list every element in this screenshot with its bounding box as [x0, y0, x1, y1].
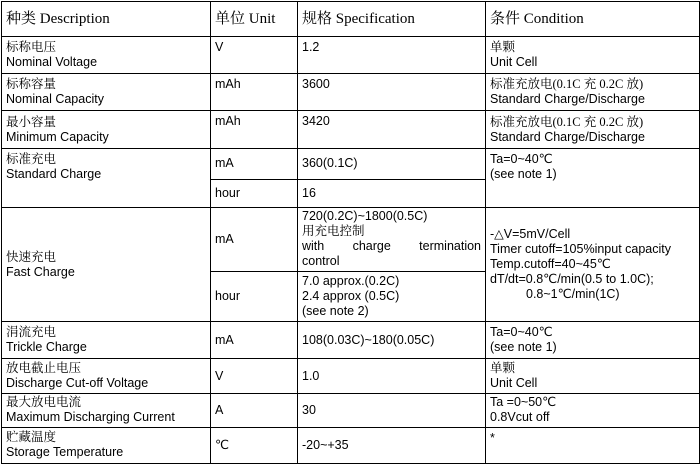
cond-cell	[486, 74, 700, 111]
spec-cell: 108(0.03C)~180(0.05C)	[298, 322, 486, 359]
spec-cell: 1.0	[298, 359, 486, 393]
row-minimum-capacity	[2, 111, 700, 148]
spec-cell: 360(0.1C)	[298, 148, 486, 179]
desc-cn: 最小容量	[6, 114, 57, 129]
desc-cell	[2, 148, 211, 207]
row-trickle-charge	[2, 322, 700, 359]
cond-line: Ta=0~40℃	[490, 151, 553, 166]
cond-cn: 标准充放电(0.1C 充 0.2C 放)	[490, 114, 644, 129]
desc-en: Trickle Charge	[6, 340, 87, 355]
desc-en: Nominal Voltage	[6, 55, 98, 70]
unit-cell: hour	[211, 179, 298, 207]
desc-en: Storage Temperature	[6, 445, 124, 460]
spec-cell: 30	[298, 393, 486, 427]
unit-cell: V	[211, 37, 298, 74]
cond-line: Timer cutoff=105%input capacity	[490, 242, 671, 257]
desc-cell	[2, 359, 211, 393]
row-nominal-capacity	[2, 74, 700, 111]
spec-line: 720(0.2C)~1800(0.5C)	[302, 209, 428, 224]
cond-cn: 单颗	[490, 361, 516, 376]
spec-cell: -20~+35	[298, 427, 486, 463]
cond-cell	[486, 393, 700, 427]
spec-line: 用充电控制	[302, 224, 365, 239]
desc-cn: 快速充电	[6, 249, 57, 264]
header-specification: 规格 Specification	[298, 2, 486, 37]
desc-en: Maximum Discharging Current	[6, 410, 175, 425]
cond-cell	[486, 37, 700, 74]
unit-cell: hour	[211, 272, 298, 322]
specification-table	[1, 1, 700, 464]
desc-cn: 贮藏温度	[6, 430, 57, 445]
row-storage-temperature	[2, 427, 700, 463]
unit-cell: V	[211, 359, 298, 393]
unit-cell: A	[211, 393, 298, 427]
cond-en: Unit Cell	[490, 55, 538, 70]
unit-cell: mAh	[211, 74, 298, 111]
cond-cn: 单颗	[490, 40, 516, 55]
desc-cn: 标准充电	[6, 151, 57, 166]
cond-cell	[486, 148, 700, 207]
desc-cell	[2, 111, 211, 148]
header-unit: 单位 Unit	[211, 2, 298, 37]
row-nominal-voltage	[2, 37, 700, 74]
desc-en: Standard Charge	[6, 166, 102, 181]
spec-line: with charge termination	[302, 239, 481, 254]
cond-line: Temp.cutoff=40~45℃	[490, 257, 611, 272]
cond-line: Ta=0~40℃	[490, 325, 553, 340]
desc-cell	[2, 393, 211, 427]
cond-line: (see note 1)	[490, 340, 557, 355]
row-fast-charge-a	[2, 207, 700, 271]
cond-line: 0.8Vcut off	[490, 410, 550, 425]
desc-en: Nominal Capacity	[6, 92, 104, 107]
desc-en: Minimum Capacity	[6, 129, 109, 144]
unit-cell: mA	[211, 207, 298, 271]
spec-cell: 1.2	[298, 37, 486, 74]
spec-cell	[298, 207, 486, 271]
spec-line: control	[302, 254, 340, 269]
unit-cell: mA	[211, 148, 298, 179]
cond-line: (see note 1)	[490, 166, 557, 181]
unit-cell: ℃	[211, 427, 298, 463]
cond-en: Standard Charge/Discharge	[490, 129, 645, 144]
desc-en: Fast Charge	[6, 264, 75, 279]
cond-en: Unit Cell	[490, 376, 538, 391]
desc-cell	[2, 74, 211, 111]
desc-cell	[2, 37, 211, 74]
unit-cell: mAh	[211, 111, 298, 148]
header-condition: 条件 Condition	[486, 2, 700, 37]
spec-cell: 3420	[298, 111, 486, 148]
desc-en: Discharge Cut-off Voltage	[6, 376, 149, 391]
desc-cn: 标称容量	[6, 77, 57, 92]
spec-line: (see note 2)	[302, 304, 369, 319]
cond-line: 0.8~1℃/min(1C)	[526, 287, 620, 302]
cond-cell	[486, 359, 700, 393]
desc-cell	[2, 427, 211, 463]
cond-cn: 标准充放电(0.1C 充 0.2C 放)	[490, 77, 644, 92]
cond-cell	[486, 207, 700, 321]
cond-en: Standard Charge/Discharge	[490, 92, 645, 107]
cond-line: -△V=5mV/Cell	[490, 227, 571, 242]
cond-cell: *	[486, 427, 700, 463]
desc-cn: 放电截止电压	[6, 361, 82, 376]
row-standard-charge-a	[2, 148, 700, 179]
header-row	[2, 2, 700, 37]
cond-cell	[486, 322, 700, 359]
spec-cell: 16	[298, 179, 486, 207]
row-discharge-cutoff	[2, 359, 700, 393]
cond-line: dT/dt=0.8℃/min(0.5 to 1.0C);	[490, 272, 654, 287]
header-description: 种类 Description	[2, 2, 211, 37]
unit-cell: mA	[211, 322, 298, 359]
cond-line: Ta =0~50℃	[490, 395, 557, 410]
spec-line: 7.0 approx.(0.2C)	[302, 274, 400, 289]
desc-cell	[2, 322, 211, 359]
desc-cn: 涓流充电	[6, 325, 57, 340]
spec-cell: 3600	[298, 74, 486, 111]
desc-cell	[2, 207, 211, 321]
spec-cell	[298, 272, 486, 322]
desc-cn: 最大放电电流	[6, 395, 82, 410]
cond-cell	[486, 111, 700, 148]
spec-line: 2.4 approx (0.5C)	[302, 289, 400, 304]
desc-cn: 标称电压	[6, 40, 57, 55]
row-max-discharge	[2, 393, 700, 427]
